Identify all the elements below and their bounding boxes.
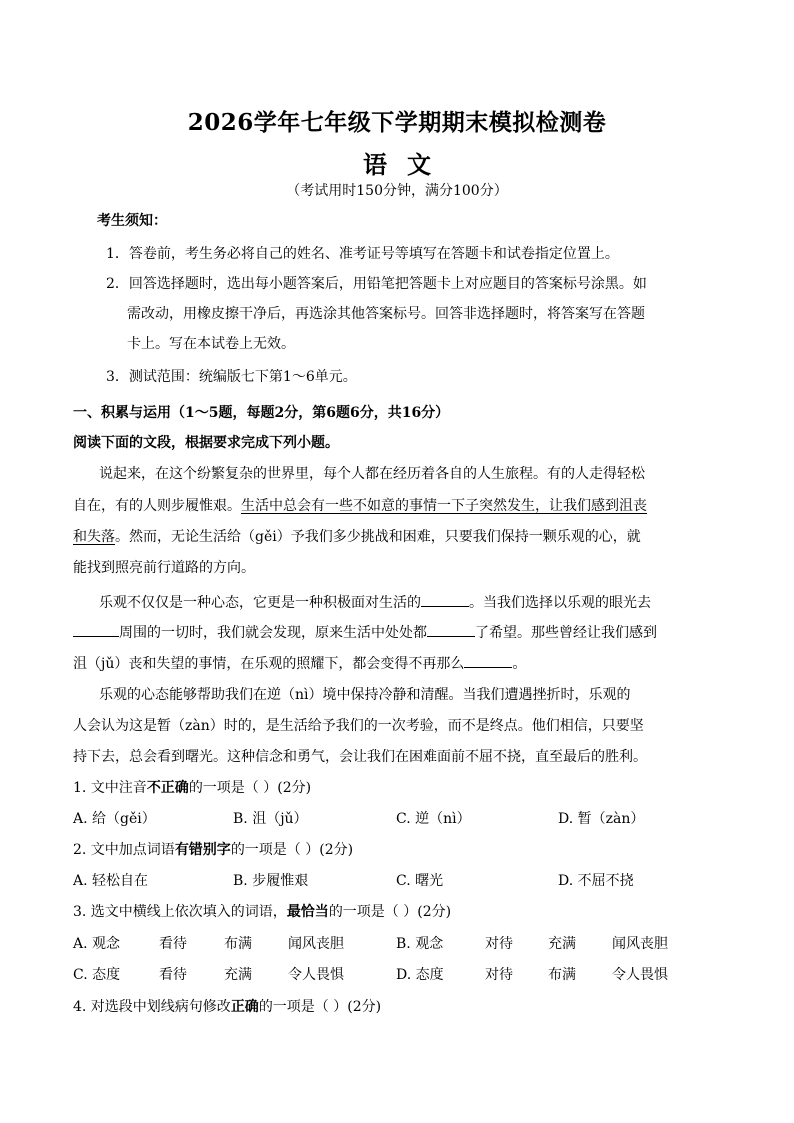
- q3-option-word: B. 观念: [396, 936, 444, 952]
- passage-text: 。然而，无论生活给（gěi）予我们多少挑战和困难，只要我们保持一颗乐观的心，就: [115, 529, 641, 545]
- question-emphasis: 最恰当: [286, 904, 329, 920]
- passage-line: 能找到照亮前行道路的方向。: [73, 560, 255, 576]
- instruction-item-1: 1．答卷前，考生务必将自己的姓名、准考证号等填写在答题卡和试卷指定位置上。: [106, 246, 619, 262]
- q2-option-c[interactable]: C. 曙光: [396, 873, 444, 889]
- q3-option-word: D. 态度: [396, 967, 444, 983]
- q3-option-word: 令人畏惧: [612, 967, 668, 983]
- question-text: 的一项是（ ）(2分): [188, 780, 312, 796]
- passage-line: [73, 496, 647, 516]
- exam-time-note: （考试用时150分钟，满分100分）: [286, 183, 508, 199]
- passage-line: 说起来，在这个纷繁复杂的世界里，每个人都在经历着各自的人生旅程。有的人走得轻松: [99, 466, 645, 482]
- question-text: 3. 选文中横线上依次填入的词语，: [73, 904, 287, 920]
- passage-text: 。当我们选择以乐观的眼光去: [469, 595, 651, 611]
- fill-blank: [73, 622, 119, 637]
- question-text: 1. 文中注音: [73, 780, 147, 796]
- question-1: [73, 778, 311, 798]
- passage-line: 乐观的心态能够帮助我们在逆（nì）境中保持冷静和清醒。当我们遭遇挫折时，乐观的: [99, 687, 631, 703]
- q3-option-word: A. 观念: [73, 936, 121, 952]
- q1-option-c[interactable]: C. 逆（nì）: [396, 811, 471, 827]
- passage-text: 沮（jǔ）丧和失望的事情，在乐观的照耀下，都会变得不再那么: [73, 656, 465, 672]
- underlined-sentence: 生活中总会有一些不如意的事情一下子突然发生，让我们感到沮丧: [241, 498, 647, 514]
- q3-option-word: 令人畏惧: [288, 967, 344, 983]
- q1-option-d[interactable]: D. 暂（zàn）: [558, 811, 645, 827]
- reading-directive: 阅读下面的文段，根据要求完成下列小题。: [73, 435, 339, 451]
- passage-line: 持下去，总会看到曙光。这种信念和勇气，会让我们在困难面前不屈不挠，直至最后的胜利。: [73, 749, 647, 765]
- question-text: 的一项是（ ）(2分): [258, 999, 382, 1015]
- passage-text: 。: [512, 656, 527, 672]
- passage-text: 自在，有的人则步履惟艰。: [73, 498, 241, 514]
- q3-option-word: 充满: [224, 967, 252, 983]
- passage-line: 人会认为这是暂（zàn）时的，是生活给予我们的一次考验，而不是终点。他们相信，只要坚: [73, 718, 644, 734]
- section-heading: 一、积累与运用（1～5题，每题2分，第6题6分，共16分）: [73, 405, 450, 421]
- q3-option-word: 布满: [548, 967, 576, 983]
- fill-blank: [427, 622, 475, 637]
- question-emphasis: 不正确: [146, 780, 189, 796]
- question-text: 的一项是（ ）(2分): [328, 904, 452, 920]
- passage-line: [99, 592, 651, 613]
- passage-text: 乐观不仅仅是一种心态，它更是一种积极面对生活的: [99, 595, 421, 611]
- q3-option-word: 看待: [159, 967, 187, 983]
- question-text: 4. 对选段中划线病句修改: [73, 999, 231, 1015]
- passage-text: 了希望。那些曾经让我们感到: [475, 625, 657, 641]
- q3-option-word: 看待: [159, 936, 187, 952]
- instruction-item-2: 2．回答选择题时，选出每小题答案后，用铅笔把答题卡上对应题目的答案标号涂黑。如: [106, 276, 647, 292]
- question-emphasis: 有错别字: [174, 842, 231, 858]
- question-4: [73, 997, 381, 1017]
- passage-line: [73, 527, 641, 547]
- q3-option-word: 对待: [485, 967, 513, 983]
- q3-option-word: 闻风丧胆: [288, 936, 344, 952]
- passage-line: [73, 653, 526, 674]
- q3-option-word: 充满: [548, 936, 576, 952]
- instruction-item-3: 3．测试范围：统编版七下第1～6单元。: [106, 369, 357, 385]
- passage-line: [73, 622, 657, 643]
- q2-option-b[interactable]: B. 步履惟艰: [233, 873, 309, 889]
- q3-option-word: C. 态度: [73, 967, 121, 983]
- q1-option-b[interactable]: B. 沮（jǔ）: [233, 811, 308, 827]
- exam-title: 2026学年七年级下学期期末模拟检测卷: [187, 109, 607, 136]
- instruction-item-2-cont: 卡上。写在本试卷上无效。: [127, 336, 295, 352]
- q1-option-a[interactable]: A. 给（gěi）: [73, 811, 156, 827]
- question-text: 的一项是（ ）(2分): [230, 842, 354, 858]
- question-emphasis: 正确: [230, 999, 259, 1015]
- underlined-sentence: 和失落: [73, 529, 115, 545]
- question-2: [73, 840, 353, 860]
- fill-blank: [421, 592, 469, 607]
- passage-text: 周围的一切时，我们就会发现，原来生活中处处都: [119, 625, 427, 641]
- subject-title: 语文: [363, 150, 451, 179]
- q3-option-word: 布满: [224, 936, 252, 952]
- instructions-heading: 考生须知：: [97, 213, 167, 229]
- q2-option-a[interactable]: A. 轻松自在: [73, 873, 149, 889]
- instruction-item-2-cont: 需改动，用橡皮擦干净后，再选涂其他答案标号。回答非选择题时，将答案写在答题: [127, 306, 645, 322]
- question-3: [73, 902, 451, 922]
- q3-option-word: 对待: [485, 936, 513, 952]
- q3-option-word: 闻风丧胆: [612, 936, 668, 952]
- fill-blank: [464, 653, 512, 668]
- question-text: 2. 文中加点词语: [73, 842, 175, 858]
- q2-option-d[interactable]: D. 不屈不挠: [558, 873, 634, 889]
